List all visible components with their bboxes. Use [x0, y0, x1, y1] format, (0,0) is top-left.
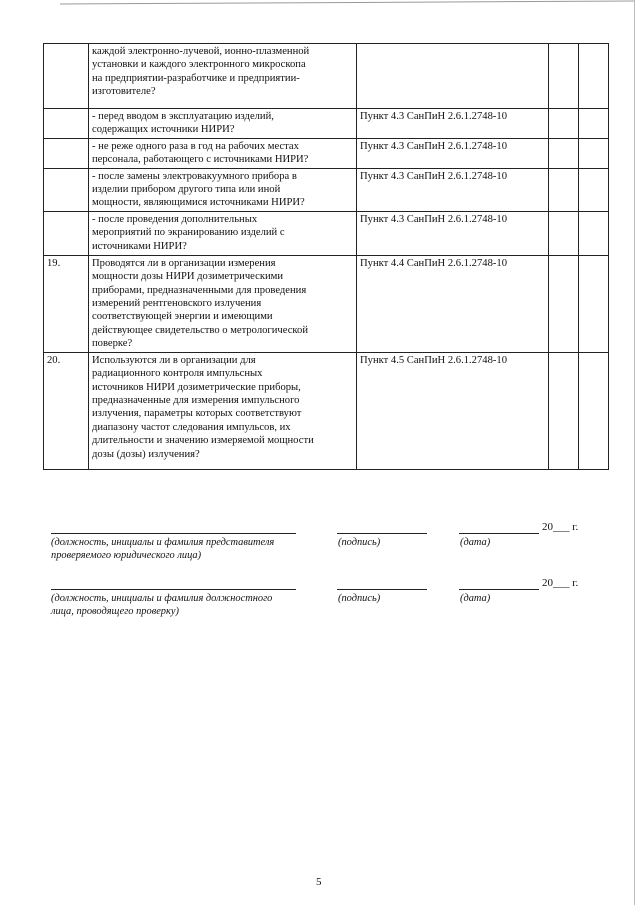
signature-caption: (подпись): [338, 537, 381, 548]
row-number: 20.: [44, 352, 89, 469]
row-number: [44, 211, 89, 255]
signature-caption: (подпись): [338, 593, 381, 604]
position-line: [51, 589, 296, 590]
row-note-cell: [579, 138, 609, 168]
table-row: [44, 211, 609, 255]
table-row: [44, 168, 609, 211]
row-note-cell: [579, 44, 609, 109]
row-answer-cell: [549, 211, 579, 255]
row-question: каждой электронно-лучевой, ионно-плазменной установки и каждого электронного микроскопа на предприятии-разработчике и предприятии- изготовителе?: [89, 44, 357, 109]
row-reference: Пункт 4.5 СанПиН 2.6.1.2748-10: [357, 352, 549, 469]
position-line: [51, 533, 296, 534]
row-reference: Пункт 4.3 СанПиН 2.6.1.2748-10: [357, 109, 549, 139]
row-note-cell: [579, 109, 609, 139]
year-text: 20___ г.: [542, 577, 579, 589]
row-answer-cell: [549, 138, 579, 168]
row-number: [44, 138, 89, 168]
page-right-edge: [634, 0, 635, 905]
row-answer-cell: [549, 352, 579, 469]
row-answer-cell: [549, 109, 579, 139]
row-question: Используются ли в организации для радиационного контроля импульсных источников НИРИ дозиметрические приборы, предназначенные для измерения импульсного излучения, параметры которых соответствуют диапазону частот следования импульсов, их длительности и значению измеряемой мощности дозы (дозы) излучения?: [89, 352, 357, 469]
row-reference: Пункт 4.3 СанПиН 2.6.1.2748-10: [357, 211, 549, 255]
position-caption: (должность, инициалы и фамилия должностного лица, проводящего проверку): [51, 593, 273, 617]
row-answer-cell: [549, 255, 579, 352]
table-row: [44, 44, 609, 109]
row-number: [44, 44, 89, 109]
date-caption: (дата): [460, 537, 491, 548]
row-number: [44, 168, 89, 211]
row-note-cell: [579, 211, 609, 255]
checklist-table: [43, 43, 609, 470]
row-note-cell: [579, 168, 609, 211]
row-question: - перед вводом в эксплуатацию изделий, содержащих источники НИРИ?: [89, 109, 357, 139]
table-row: [44, 255, 609, 352]
row-question: - после замены электровакуумного прибора в изделии прибором другого типа или иной мощности, являющимися источниками НИРИ?: [89, 168, 357, 211]
row-note-cell: [579, 255, 609, 352]
row-question: - не реже одного раза в год на рабочих местах персонала, работающего с источниками НИРИ?: [89, 138, 357, 168]
date-line: [459, 533, 539, 534]
row-reference: Пункт 4.4 СанПиН 2.6.1.2748-10: [357, 255, 549, 352]
row-reference: Пункт 4.3 СанПиН 2.6.1.2748-10: [357, 168, 549, 211]
page-number: 5: [316, 876, 322, 888]
row-answer-cell: [549, 168, 579, 211]
table-row: [44, 352, 609, 469]
table-row: [44, 138, 609, 168]
signature-line: [337, 589, 427, 590]
table-row: [44, 109, 609, 139]
row-reference: [357, 44, 549, 109]
position-caption: (должность, инициалы и фамилия представителя проверяемого юридического лица): [51, 537, 275, 561]
row-number: [44, 109, 89, 139]
page-top-edge: [60, 0, 635, 4]
row-question: - после проведения дополнительных мероприятий по экранированию изделий с источниками НИРИ?: [89, 211, 357, 255]
row-number: 19.: [44, 255, 89, 352]
row-answer-cell: [549, 44, 579, 109]
row-note-cell: [579, 352, 609, 469]
year-text: 20___ г.: [542, 521, 579, 533]
date-caption: (дата): [460, 593, 491, 604]
signature-line: [337, 533, 427, 534]
date-line: [459, 589, 539, 590]
row-reference: Пункт 4.3 СанПиН 2.6.1.2748-10: [357, 138, 549, 168]
row-question: Проводятся ли в организации измерения мощности дозы НИРИ дозиметрическими приборами, предназначенными для проведения измерений рентгеновского излучения соответствующей энергии и имеющими действующее свидетельство о метрологической поверке?: [89, 255, 357, 352]
